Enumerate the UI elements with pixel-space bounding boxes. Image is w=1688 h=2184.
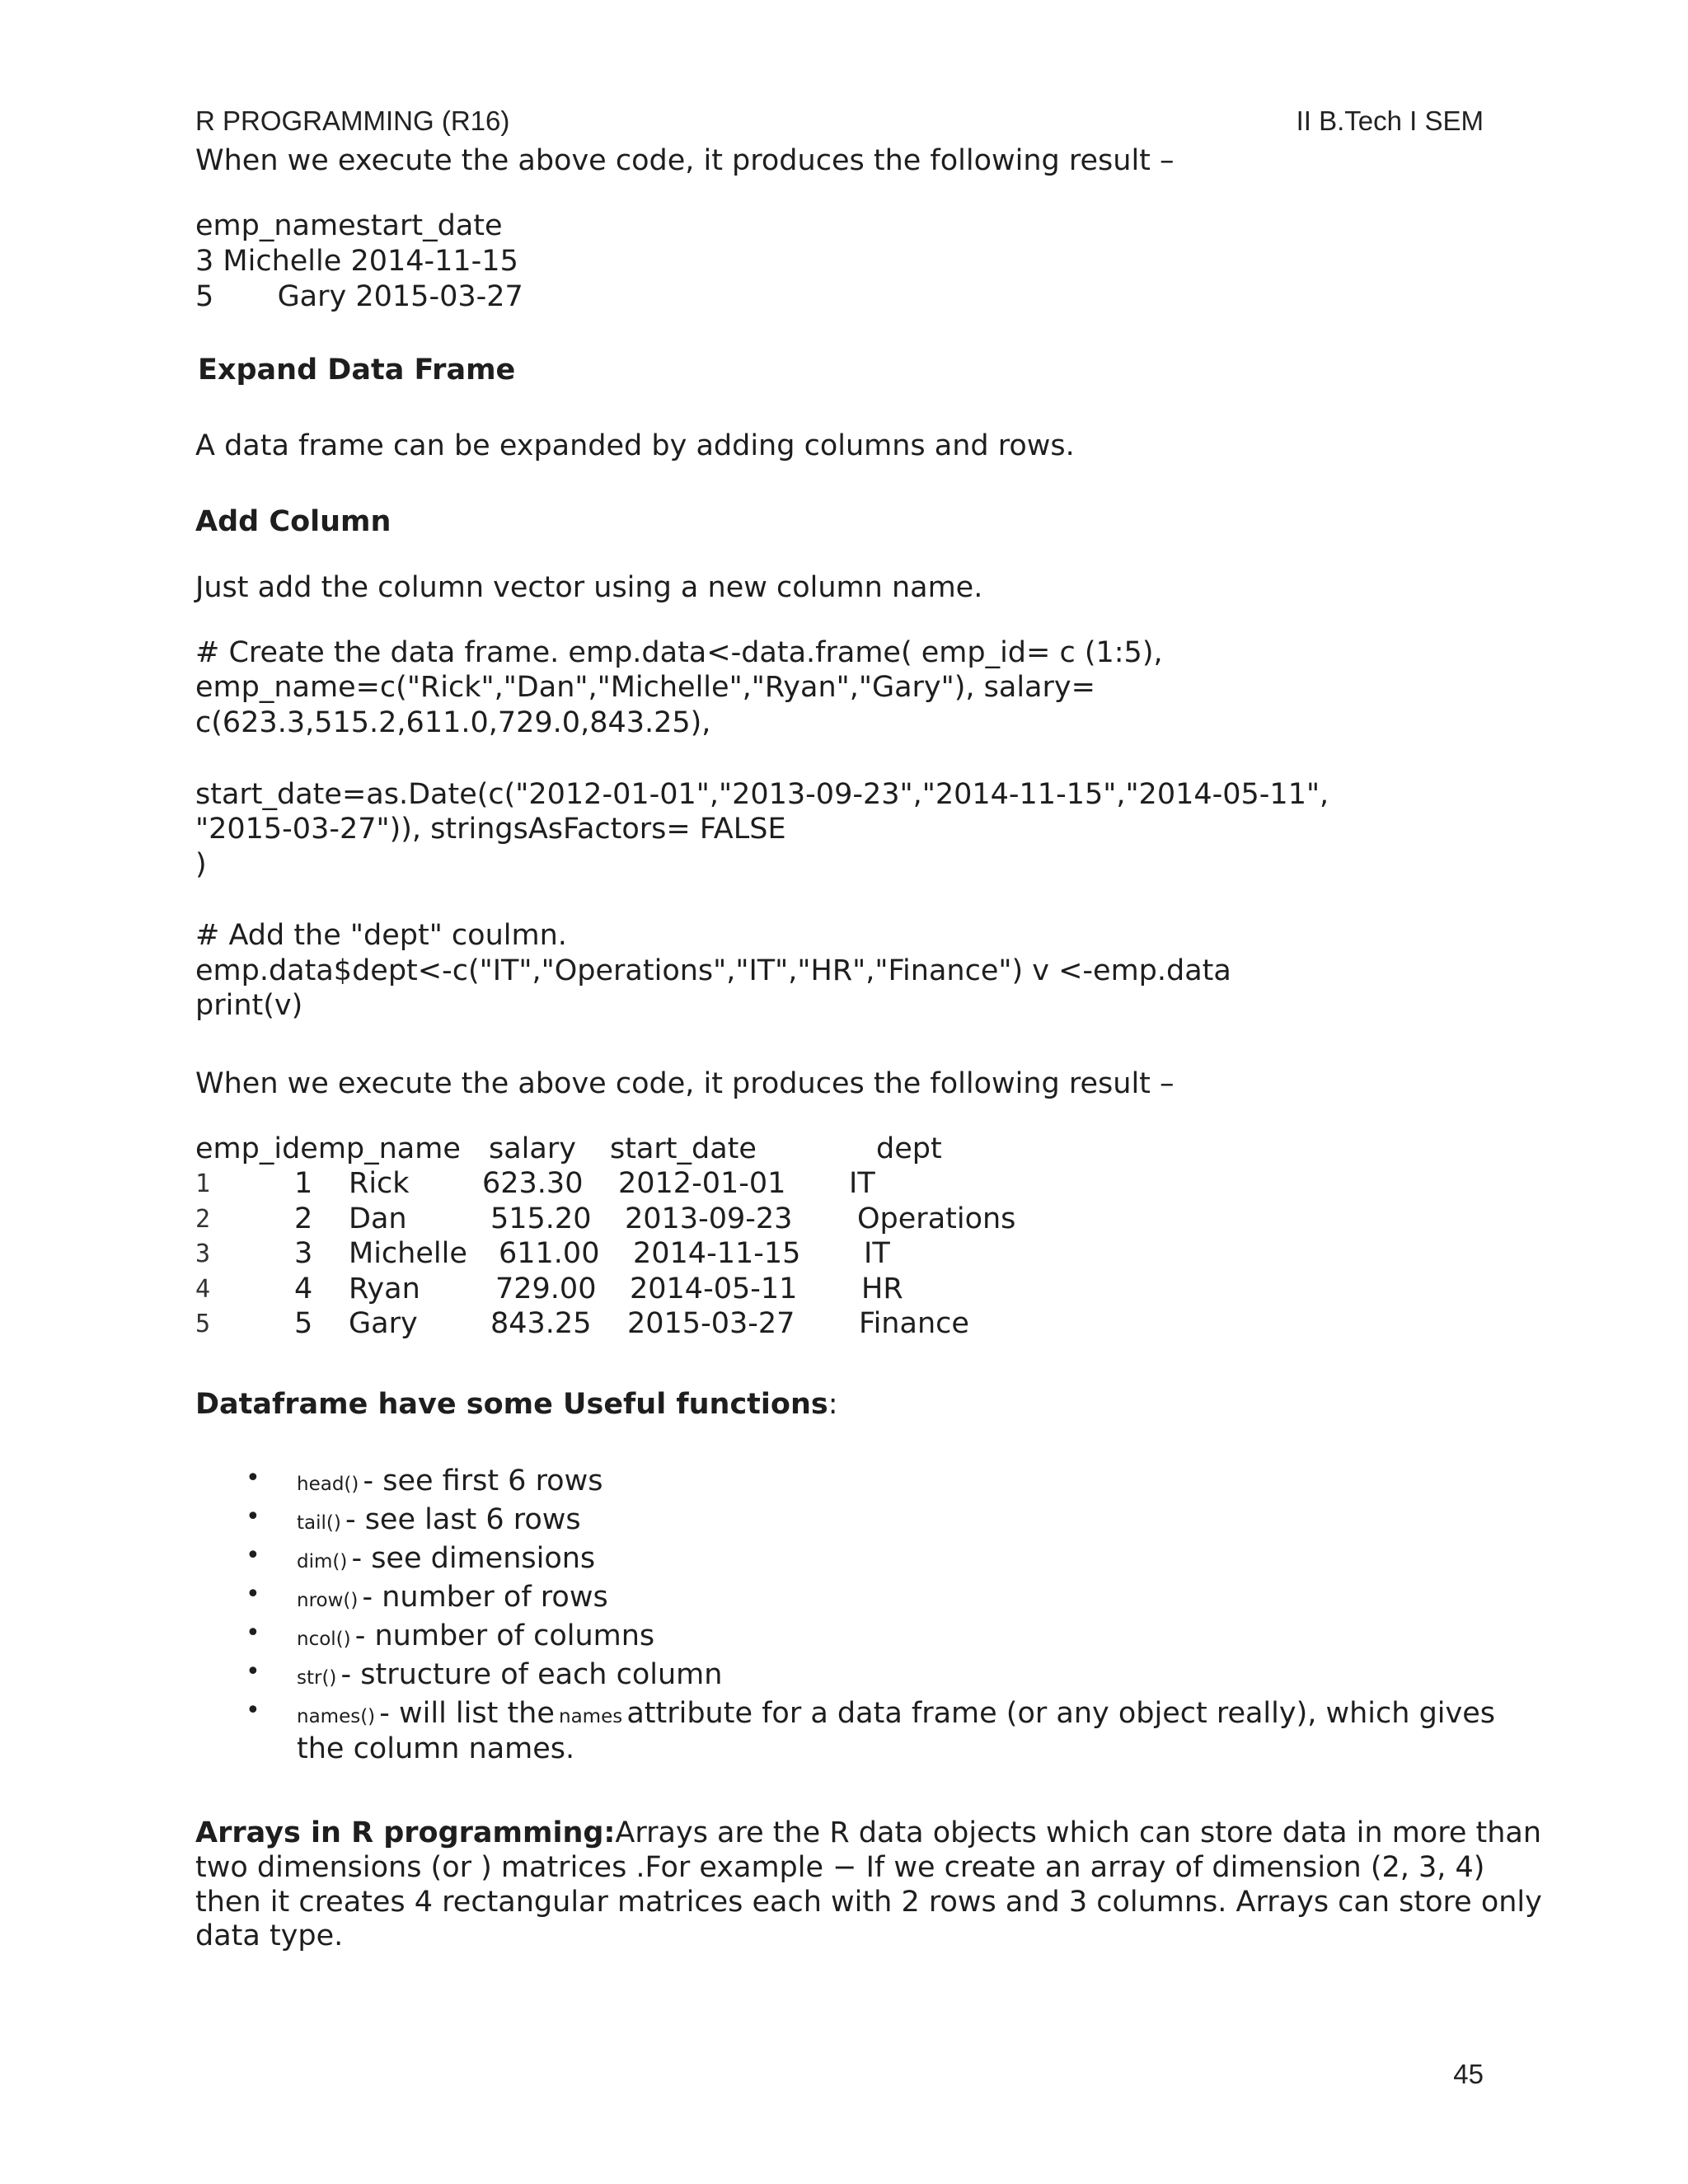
table-header-id-name: emp_idemp_name (195, 1132, 461, 1165)
function-desc: - see dimensions (351, 1542, 596, 1575)
row-index: 4 (195, 1275, 211, 1304)
function-name: names (559, 1706, 623, 1727)
function-desc: - see first 6 rows (363, 1465, 603, 1497)
row-id: 2 (294, 1202, 313, 1235)
add-column-heading: Add Column (195, 505, 392, 538)
row-salary: 611.00 (499, 1237, 600, 1270)
function-desc: - see last 6 rows (345, 1503, 581, 1536)
header-title: R PROGRAMMING (R16) (195, 105, 510, 136)
add-column-text: Just add the column vector using a new column name. (195, 571, 983, 604)
row-dept: HR (861, 1272, 903, 1305)
code-line: # Add the "dept" coulmn. (195, 919, 567, 952)
function-desc: the column names. (297, 1732, 575, 1765)
bullet-icon: • (246, 1502, 260, 1531)
function-desc: - number of columns (354, 1619, 655, 1652)
bullet-icon: • (246, 1580, 260, 1609)
row-dept: Finance (859, 1307, 969, 1340)
row-id: 3 (294, 1237, 313, 1270)
function-name: names() (297, 1706, 376, 1727)
row-date: 2012-01-01 (618, 1167, 786, 1200)
row-dept: IT (849, 1167, 875, 1200)
row-date: 2014-11-15 (633, 1237, 801, 1270)
row-id: 5 (294, 1307, 313, 1340)
function-name: str() (297, 1667, 337, 1689)
row-date: 2014-05-11 (630, 1272, 798, 1305)
row-id: 4 (294, 1272, 313, 1305)
arrays-paragraph-line (195, 1816, 1541, 1850)
row-name: Ryan (349, 1272, 420, 1305)
row-id: 1 (294, 1167, 313, 1200)
row-name: Michelle (223, 245, 342, 278)
function-name: tail() (297, 1512, 341, 1534)
row-index: 5 (195, 1310, 211, 1338)
row-salary: 623.30 (482, 1167, 584, 1200)
function-name: head() (297, 1474, 359, 1495)
row-date: 2015-03-27 (627, 1307, 795, 1340)
code-line: "2015-03-27")), stringsAsFactors= FALSE (195, 813, 786, 846)
function-name: ncol() (297, 1629, 351, 1650)
row-date: 2015-03-27 (355, 280, 523, 313)
output-1-row (195, 279, 523, 314)
bullet-icon: • (246, 1657, 260, 1686)
row-date: 2014-11-15 (350, 245, 518, 278)
arrays-paragraph-line: two dimensions (or ) matrices .For example − If we create an array of dimension (2, 3, 4) (195, 1851, 1485, 1884)
functions-heading (195, 1387, 838, 1422)
row-name: Gary (277, 280, 347, 313)
function-name: dim() (297, 1551, 348, 1572)
code-line: c(623.3,515.2,611.0,729.0,843.25), (195, 706, 711, 739)
code-line: emp.data$dept<-c("IT","Operations","IT","HR","Finance") v <-emp.data (195, 954, 1231, 987)
bullet-icon: • (246, 1696, 260, 1725)
row-salary: 729.00 (495, 1272, 597, 1305)
row-name: Gary (349, 1307, 418, 1340)
row-index: 3 (195, 245, 214, 278)
table-header-salary: salary (489, 1132, 576, 1165)
code-line: # Create the data frame. emp.data<-data.frame( emp_id= c (1:5), (195, 636, 1163, 669)
bullet-icon: • (246, 1541, 260, 1570)
arrays-paragraph-line: then it creates 4 rectangular matrices each with 2 rows and 3 columns. Arrays can store only (195, 1886, 1542, 1919)
table-header-start-date: start_date (610, 1132, 757, 1165)
row-name: Rick (349, 1167, 410, 1200)
function-desc: - will list the (379, 1697, 555, 1730)
function-name: nrow() (297, 1590, 359, 1611)
row-index: 2 (195, 1205, 211, 1234)
bullet-icon: • (246, 1464, 260, 1493)
row-name: Dan (349, 1202, 407, 1235)
arrays-heading: Arrays in R programming: (195, 1816, 616, 1849)
header-semester: II B.Tech I SEM (1296, 105, 1484, 136)
functions-heading-text: Dataframe have some Useful functions (195, 1388, 828, 1421)
arrays-paragraph-line: data type. (195, 1919, 344, 1952)
code-line: start_date=as.Date(c("2012-01-01","2013-09-23","2014-11-15","2014-05-11", (195, 778, 1329, 811)
row-dept: Operations (857, 1202, 1016, 1235)
output-1-header: emp_namestart_date (195, 209, 503, 242)
function-desc: - number of rows (362, 1581, 608, 1614)
page-number: 45 (1453, 2059, 1484, 2089)
functions-heading-colon: : (828, 1388, 838, 1421)
row-dept: IT (864, 1237, 890, 1270)
row-salary: 515.20 (490, 1202, 592, 1235)
output-1-row (195, 244, 518, 279)
row-index: 3 (195, 1240, 211, 1268)
code-line: print(v) (195, 989, 303, 1022)
row-date: 2013-09-23 (625, 1202, 793, 1235)
expand-heading: Expand Data Frame (198, 354, 516, 387)
function-desc: attribute for a data frame (or any object really), which gives (626, 1697, 1496, 1730)
table-header-dept: dept (876, 1132, 942, 1165)
row-index: 5 (195, 280, 214, 313)
code-line: ) (195, 848, 207, 881)
result-intro-1: When we execute the above code, it produces the following result – (195, 144, 1175, 177)
expand-text: A data frame can be expanded by adding columns and rows. (195, 429, 1075, 462)
row-name: Michelle (349, 1237, 467, 1270)
bullet-icon: • (246, 1619, 260, 1647)
result-intro-2: When we execute the above code, it produces the following result – (195, 1067, 1175, 1100)
row-salary: 843.25 (490, 1307, 592, 1340)
code-line: emp_name=c("Rick","Dan","Michelle","Ryan","Gary"), salary= (195, 671, 1095, 704)
arrays-text: Arrays are the R data objects which can store data in more than (615, 1816, 1542, 1849)
row-index: 1 (195, 1169, 211, 1198)
function-desc: - structure of each column (340, 1658, 723, 1691)
